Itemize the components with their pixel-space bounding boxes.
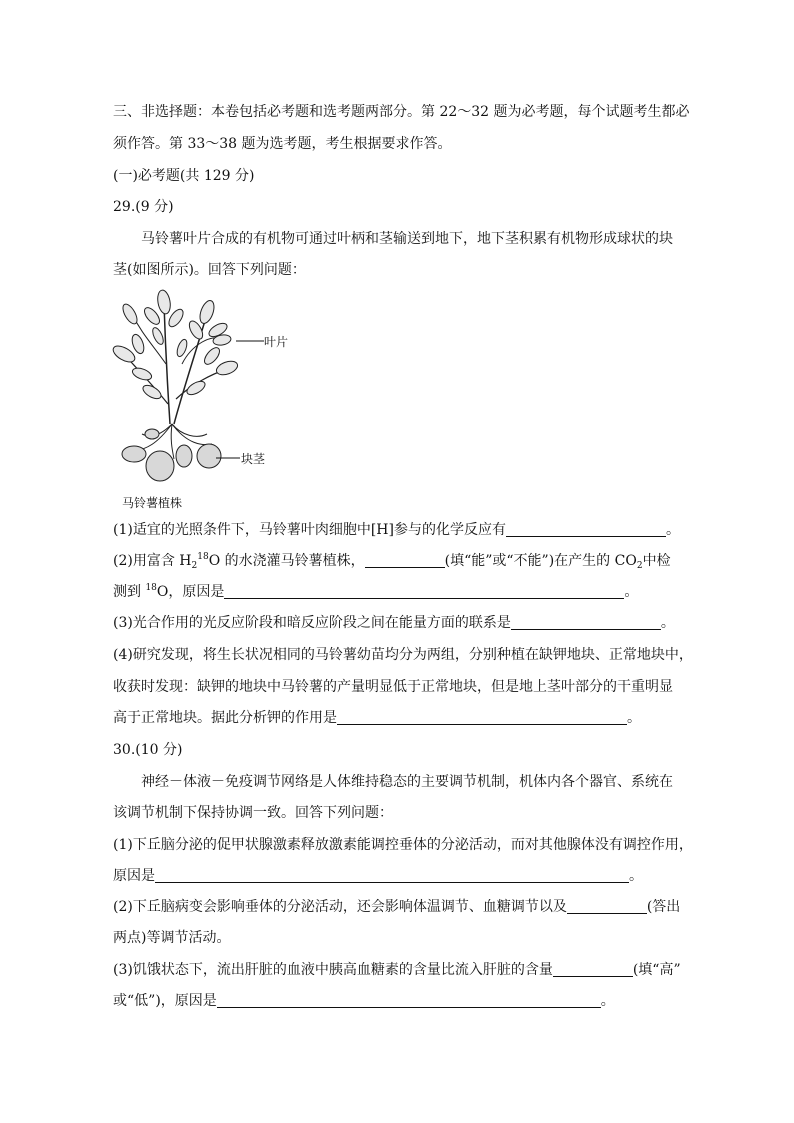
q30-sub1-line1: (1)下丘脑分泌的促甲状腺激素释放激素能调控垂体的分泌活动，而对其他腺体没有调控作用， — [113, 837, 693, 853]
q30-sub1-blank[interactable] — [155, 868, 629, 883]
period: 。 — [624, 584, 639, 600]
q29-sub4-blank[interactable] — [337, 710, 627, 725]
q29-sub4-line3-text: 高于正常地块。据此分析钾的作用是 — [113, 710, 337, 726]
q30-sub2-blank[interactable] — [567, 899, 647, 914]
q30-sub1-line2 — [113, 866, 643, 886]
q29-sub2-text-d: 中检 — [642, 553, 671, 569]
figure-caption: 马铃薯植株 — [122, 496, 183, 510]
q29-intro-line1: 马铃薯叶片合成的有机物可通过叶柄和茎输送到地下，地下茎积累有机物形成球状的块 — [141, 231, 673, 247]
q29-sub1-blank[interactable] — [506, 522, 666, 537]
q30-sub3-line2-text: 或“低”)，原因是 — [113, 993, 217, 1009]
q30-sub3-text-end: (填“高” — [632, 962, 681, 978]
period: 。 — [627, 710, 641, 726]
q29-sub2-text-c: (填“能”或“不能”)在产生的 CO — [444, 553, 637, 569]
figure-label-leaf: 叶片 — [264, 335, 289, 349]
q29-sub4-line1: (4)研究发现，将生长状况相同的马铃薯幼苗均分为两组，分别种植在缺钾地块、正常地块中， — [113, 647, 693, 663]
q29-sub2-line2-text-a: 测到 — [113, 584, 146, 600]
superscript: 18 — [197, 552, 209, 562]
q30-sub3-line2 — [113, 991, 615, 1011]
q29-sub2-text-a: (2)用富含 H — [113, 553, 192, 569]
period: 。 — [600, 993, 615, 1009]
superscript: 18 — [145, 583, 157, 593]
q29-sub1-text: (1)适宜的光照条件下，马铃薯叶肉细胞中[H]参与的化学反应有 — [113, 522, 506, 538]
period: 。 — [665, 522, 680, 538]
q29-sub1 — [113, 520, 680, 540]
q30-number: 30.(10 分) — [113, 742, 183, 758]
subscript: 2 — [636, 561, 643, 571]
q30-sub2-text: (2)下丘脑病变会影响垂体的分泌活动，还会影响体温调节、血糖调节以及 — [113, 899, 567, 915]
q30-sub3-line1 — [113, 960, 681, 980]
q29-sub4-line2: 收获时发现：缺钾的地块中马铃薯的产量明显低于正常地块，但是地上茎叶部分的干重明显 — [113, 679, 673, 695]
q30-sub2-line2: 两点)等调节活动。 — [113, 930, 231, 946]
q29-sub3-blank[interactable] — [511, 615, 661, 630]
section-intro-line1: 三、非选择题：本卷包括必考题和选考题两部分。第 22～32 题为必考题，每个试题考生都必 — [113, 104, 690, 120]
q29-sub2-line2 — [113, 582, 638, 602]
q30-sub3-blank2[interactable] — [217, 993, 601, 1008]
required-header: (一)必考题(共 129 分) — [113, 168, 255, 184]
q30-intro-line1: 神经－体液－免疫调节网络是人体维持稳态的主要调节机制，机体内各个器官、系统在 — [141, 774, 673, 790]
q29-sub3-text: (3)光合作用的光反应阶段和暗反应阶段之间在能量方面的联系是 — [113, 615, 511, 631]
q29-sub2-line2-text-b: O，原因是 — [156, 584, 225, 600]
q29-intro-line2: 茎(如图所示)。回答下列问题： — [113, 262, 306, 278]
q29-sub3 — [113, 613, 675, 633]
q30-intro-line2: 该调节机制下保持协调一致。回答下列问题： — [113, 805, 393, 821]
q30-sub3-text: (3)饥饿状态下，流出肝脏的血液中胰高血糖素的含量比流入肝脏的含量 — [113, 962, 553, 978]
q29-sub2-line1 — [113, 551, 671, 571]
q30-sub2-line1 — [113, 897, 680, 917]
q29-number: 29.(9 分) — [113, 199, 174, 215]
q29-sub2-blank2[interactable] — [224, 584, 624, 599]
q29-sub2-text-b: O 的水浇灌马铃薯植株， — [208, 553, 365, 569]
q30-sub3-blank1[interactable] — [553, 962, 633, 977]
q30-sub2-text-end: (答出 — [646, 899, 681, 915]
potato-plant-drawing — [112, 284, 312, 514]
figure-label-tuber: 块茎 — [241, 452, 266, 466]
q29-sub4-line3 — [113, 708, 641, 728]
q30-sub1-line2-text: 原因是 — [113, 868, 155, 884]
period: 。 — [660, 615, 675, 631]
q29-sub2-blank1[interactable] — [365, 553, 445, 568]
potato-plant-figure — [112, 284, 312, 514]
section-intro-line2: 须作答。第 33～38 题为选考题，考生根据要求作答。 — [113, 136, 452, 152]
subscript: 2 — [191, 561, 198, 571]
period: 。 — [629, 868, 643, 884]
